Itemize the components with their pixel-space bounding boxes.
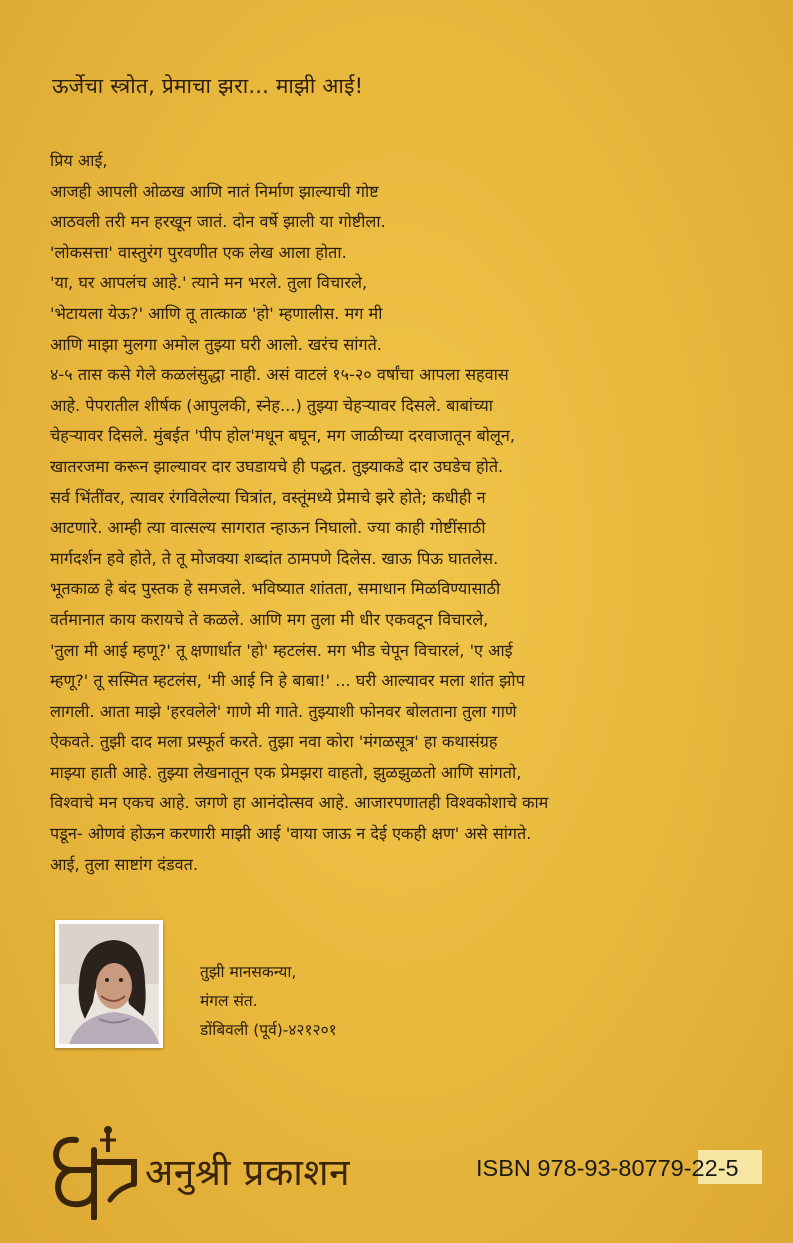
letter-line: पडून- ओणवं होऊन करणारी माझी आई 'वाया जाऊ न देई एकही क्षण' असे सांगते.: [50, 824, 532, 844]
letter-line: ऐकवते. तुझी दाद मला प्रस्फूर्त करते. तुझा नवा कोरा 'मंगळसूत्र' हा कथासंग्रह: [50, 732, 498, 752]
isbn-number: ISBN 978-93-80779-22-5: [476, 1155, 739, 1181]
publisher-logo-icon: [48, 1122, 138, 1220]
publisher-name: अनुश्री प्रकाशन: [145, 1151, 351, 1194]
signature-line-1: तुझी मानसकन्या,: [200, 963, 297, 981]
letter-line: भूतकाळ हे बंद पुस्तक हे समजले. भविष्यात शांतता, समाधान मिळविण्यासाठी: [50, 579, 501, 599]
letter-line: 'तुला मी आई म्हणू?' तू क्षणार्धात 'हो' म्हटलंस. मग भीड चेपून विचारलं, 'ए आई: [50, 640, 513, 660]
letter-line: 'लोकसत्ता' वास्तुरंग पुरवणीत एक लेख आला होता.: [50, 242, 347, 262]
letter-line: म्हणू?' तू सस्मित म्हटलंस, 'मी आई नि हे बाबा!' ... घरी आल्यावर मला शांत झोप: [50, 671, 525, 691]
letter-line: विश्वाचे मन एकच आहे. जगणे हा आनंदोत्सव आहे. आजारपणातही विश्वकोशाचे काम: [50, 793, 549, 813]
signature-address: डोंबिवली (पूर्व)-४२१२०१: [200, 1021, 337, 1039]
signature-name: मंगल संत.: [200, 992, 258, 1010]
signature-block: [200, 958, 337, 1045]
letter-line: प्रिय आई,: [50, 151, 108, 170]
letter-line: आई, तुला साष्टांग दंडवत.: [50, 854, 198, 874]
letter-line: आठवली तरी मन हरखून जातं. दोन वर्षे झाली या गोष्टीला.: [50, 212, 386, 232]
letter-line: खातरजमा करून झाल्यावर दार उघडायचे ही पद्धत. तुझ्याकडे दार उघडेच होते.: [50, 456, 504, 476]
letter-line: सर्व भिंतींवर, त्यावर रंगविलेल्या चित्रांत, वस्तूंमध्ये प्रेमाचे झरे होते; कधीही न: [50, 487, 486, 507]
letter-line: ४-५ तास कसे गेले कळलंसुद्धा नाही. असं वाटलं १५-२० वर्षांचा आपला सहवास: [50, 365, 509, 385]
letter-line: मार्गदर्शन हवे होते, ते तू मोजक्या शब्दांत ठामपणे दिलेस. खाऊ पिऊ घातलेस.: [50, 548, 499, 568]
letter-line: आजही आपली ओळख आणि नातं निर्माण झाल्याची गोष्ट: [50, 181, 379, 201]
letter-body: [50, 146, 770, 880]
author-photo: [55, 920, 163, 1048]
letter-line: चेहऱ्यावर दिसले. मुंबईत 'पीप होल'मधून बघून, मग जाळीच्या दरवाजातून बोलून,: [50, 426, 515, 446]
letter-line: लागली. आता माझे 'हरवलेले' गाणे मी गाते. तुझ्याशी फोनवर बोलताना तुला गाणे: [50, 701, 517, 721]
letter-line: आटणारे. आम्ही त्या वात्सल्य सागरात न्हाऊन निघालो. ज्या काही गोष्टींसाठी: [50, 518, 486, 538]
letter-line: माझ्या हाती आहे. तुझ्या लेखनातून एक प्रेमझरा वाहतो, झुळझुळतो आणि सांगतो,: [50, 762, 522, 782]
letter-line: आहे. पेपरातील शीर्षक (आपुलकी, स्नेह...) तुझ्या चेहऱ्यावर दिसले. बाबांच्या: [50, 395, 493, 415]
letter-line: 'या, घर आपलंच आहे.' त्याने मन भरले. तुला विचारले,: [50, 273, 368, 293]
letter-line: 'भेटायला येऊ?' आणि तू तात्काळ 'हो' म्हणालीस. मग मी: [50, 303, 383, 323]
cover-heading: ऊर्जेचा स्त्रोत, प्रेमाचा झरा... माझी आई!: [52, 74, 364, 98]
letter-line: वर्तमानात काय करायचे ते कळले. आणि मग तुला मी धीर एकवटून विचारले,: [50, 609, 489, 629]
letter-line: आणि माझा मुलगा अमोल तुझ्या घरी आलो. खरंच सांगते.: [50, 334, 382, 354]
